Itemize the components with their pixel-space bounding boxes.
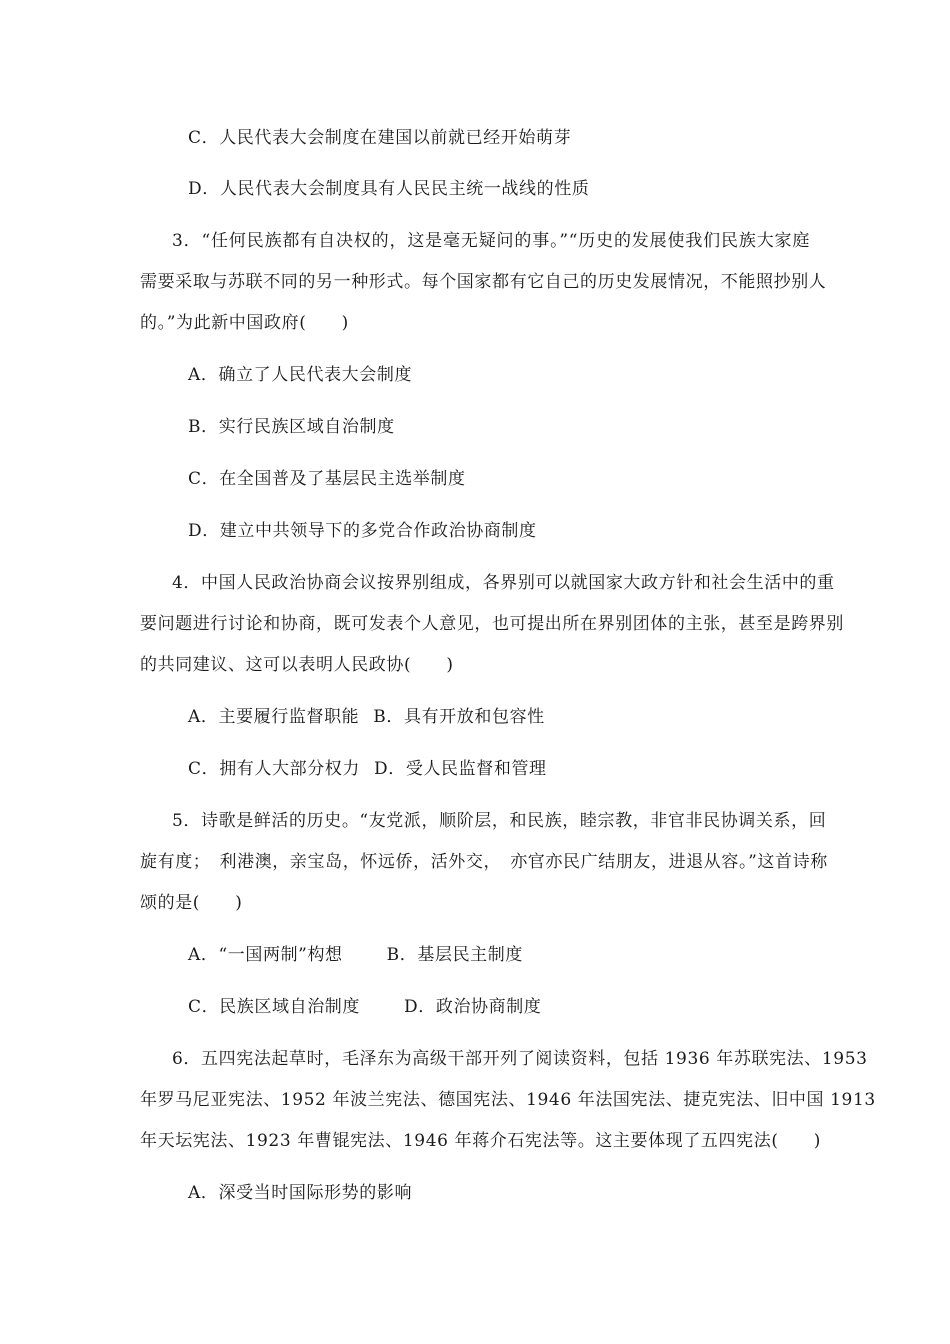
question-3-line-3: 的。”为此新中国政府( ) bbox=[140, 313, 349, 333]
question-6-option-a: A．深受当时国际形势的影响 bbox=[188, 1183, 413, 1203]
question-5-options-ab bbox=[188, 944, 523, 966]
question-4-line-1: 4．中国人民政治协商会议按界别组成，各界别可以就国家大政方针和社会生活中的重 bbox=[172, 573, 835, 593]
question-3-option-d: D．建立中共领导下的多党合作政治协商制度 bbox=[188, 521, 537, 541]
question-3-option-b: B．实行民族区域自治制度 bbox=[188, 417, 395, 437]
question-5-option-b: B．基层民主制度 bbox=[386, 945, 523, 965]
question-5-line-1: 5．诗歌是鲜活的历史。“友党派，顺阶层，和民族，睦宗教，非官非民协调关系，回 bbox=[172, 811, 827, 831]
question-4-line-3: 的共同建议、这可以表明人民政协( ) bbox=[140, 655, 454, 675]
question-6-line-1: 6．五四宪法起草时，毛泽东为高级干部开列了阅读资料，包括 1936 年苏联宪法、1953 bbox=[172, 1049, 868, 1069]
question-3-option-a: A．确立了人民代表大会制度 bbox=[188, 365, 413, 385]
question-4-line-2: 要问题进行讨论和协商，既可发表个人意见，也可提出所在界别团体的主张，甚至是跨界别 bbox=[140, 614, 844, 634]
question-5-options-cd bbox=[188, 996, 541, 1018]
question-5-option-a: A．“一国两制”构想 bbox=[188, 945, 343, 965]
question-5-option-c: C．民族区域自治制度 bbox=[188, 997, 361, 1017]
question-5-option-d: D．政治协商制度 bbox=[404, 997, 542, 1017]
question-5-line-3: 颂的是( ) bbox=[140, 893, 243, 913]
question-4-option-a: A．主要履行监督职能 bbox=[188, 707, 360, 727]
question-4-option-c: C．拥有人大部分权力 bbox=[188, 759, 361, 779]
question-6-line-3: 年天坛宪法、1923 年曹锟宪法、1946 年蒋介石宪法等。这主要体现了五四宪法( ) bbox=[140, 1131, 821, 1151]
question-3-option-c: C．在全国普及了基层民主选举制度 bbox=[188, 469, 466, 489]
question-3-line-1: 3．“任何民族都有自决权的，这是毫无疑问的事。”“历史的发展使我们民族大家庭 bbox=[172, 231, 810, 251]
option-c: C．人民代表大会制度在建国以前就已经开始萌芽 bbox=[188, 128, 572, 148]
question-4-option-d: D．受人民监督和管理 bbox=[374, 759, 547, 779]
question-4-options-cd bbox=[188, 758, 547, 780]
question-3-line-2: 需要采取与苏联不同的另一种形式。每个国家都有它自己的历史发展情况，不能照抄别人 bbox=[140, 272, 827, 292]
question-4-option-b: B．具有开放和包容性 bbox=[373, 707, 545, 727]
question-5-line-2: 旋有度； 利港澳，亲宝岛，怀远侨，活外交， 亦官亦民广结朋友，进退从容。”这首诗称 bbox=[140, 852, 828, 872]
question-4-options-ab bbox=[188, 706, 545, 728]
option-d: D．人民代表大会制度具有人民民主统一战线的性质 bbox=[188, 179, 590, 199]
question-6-line-2: 年罗马尼亚宪法、1952 年波兰宪法、德国宪法、1946 年法国宪法、捷克宪法、旧中国 1913 bbox=[140, 1090, 876, 1110]
